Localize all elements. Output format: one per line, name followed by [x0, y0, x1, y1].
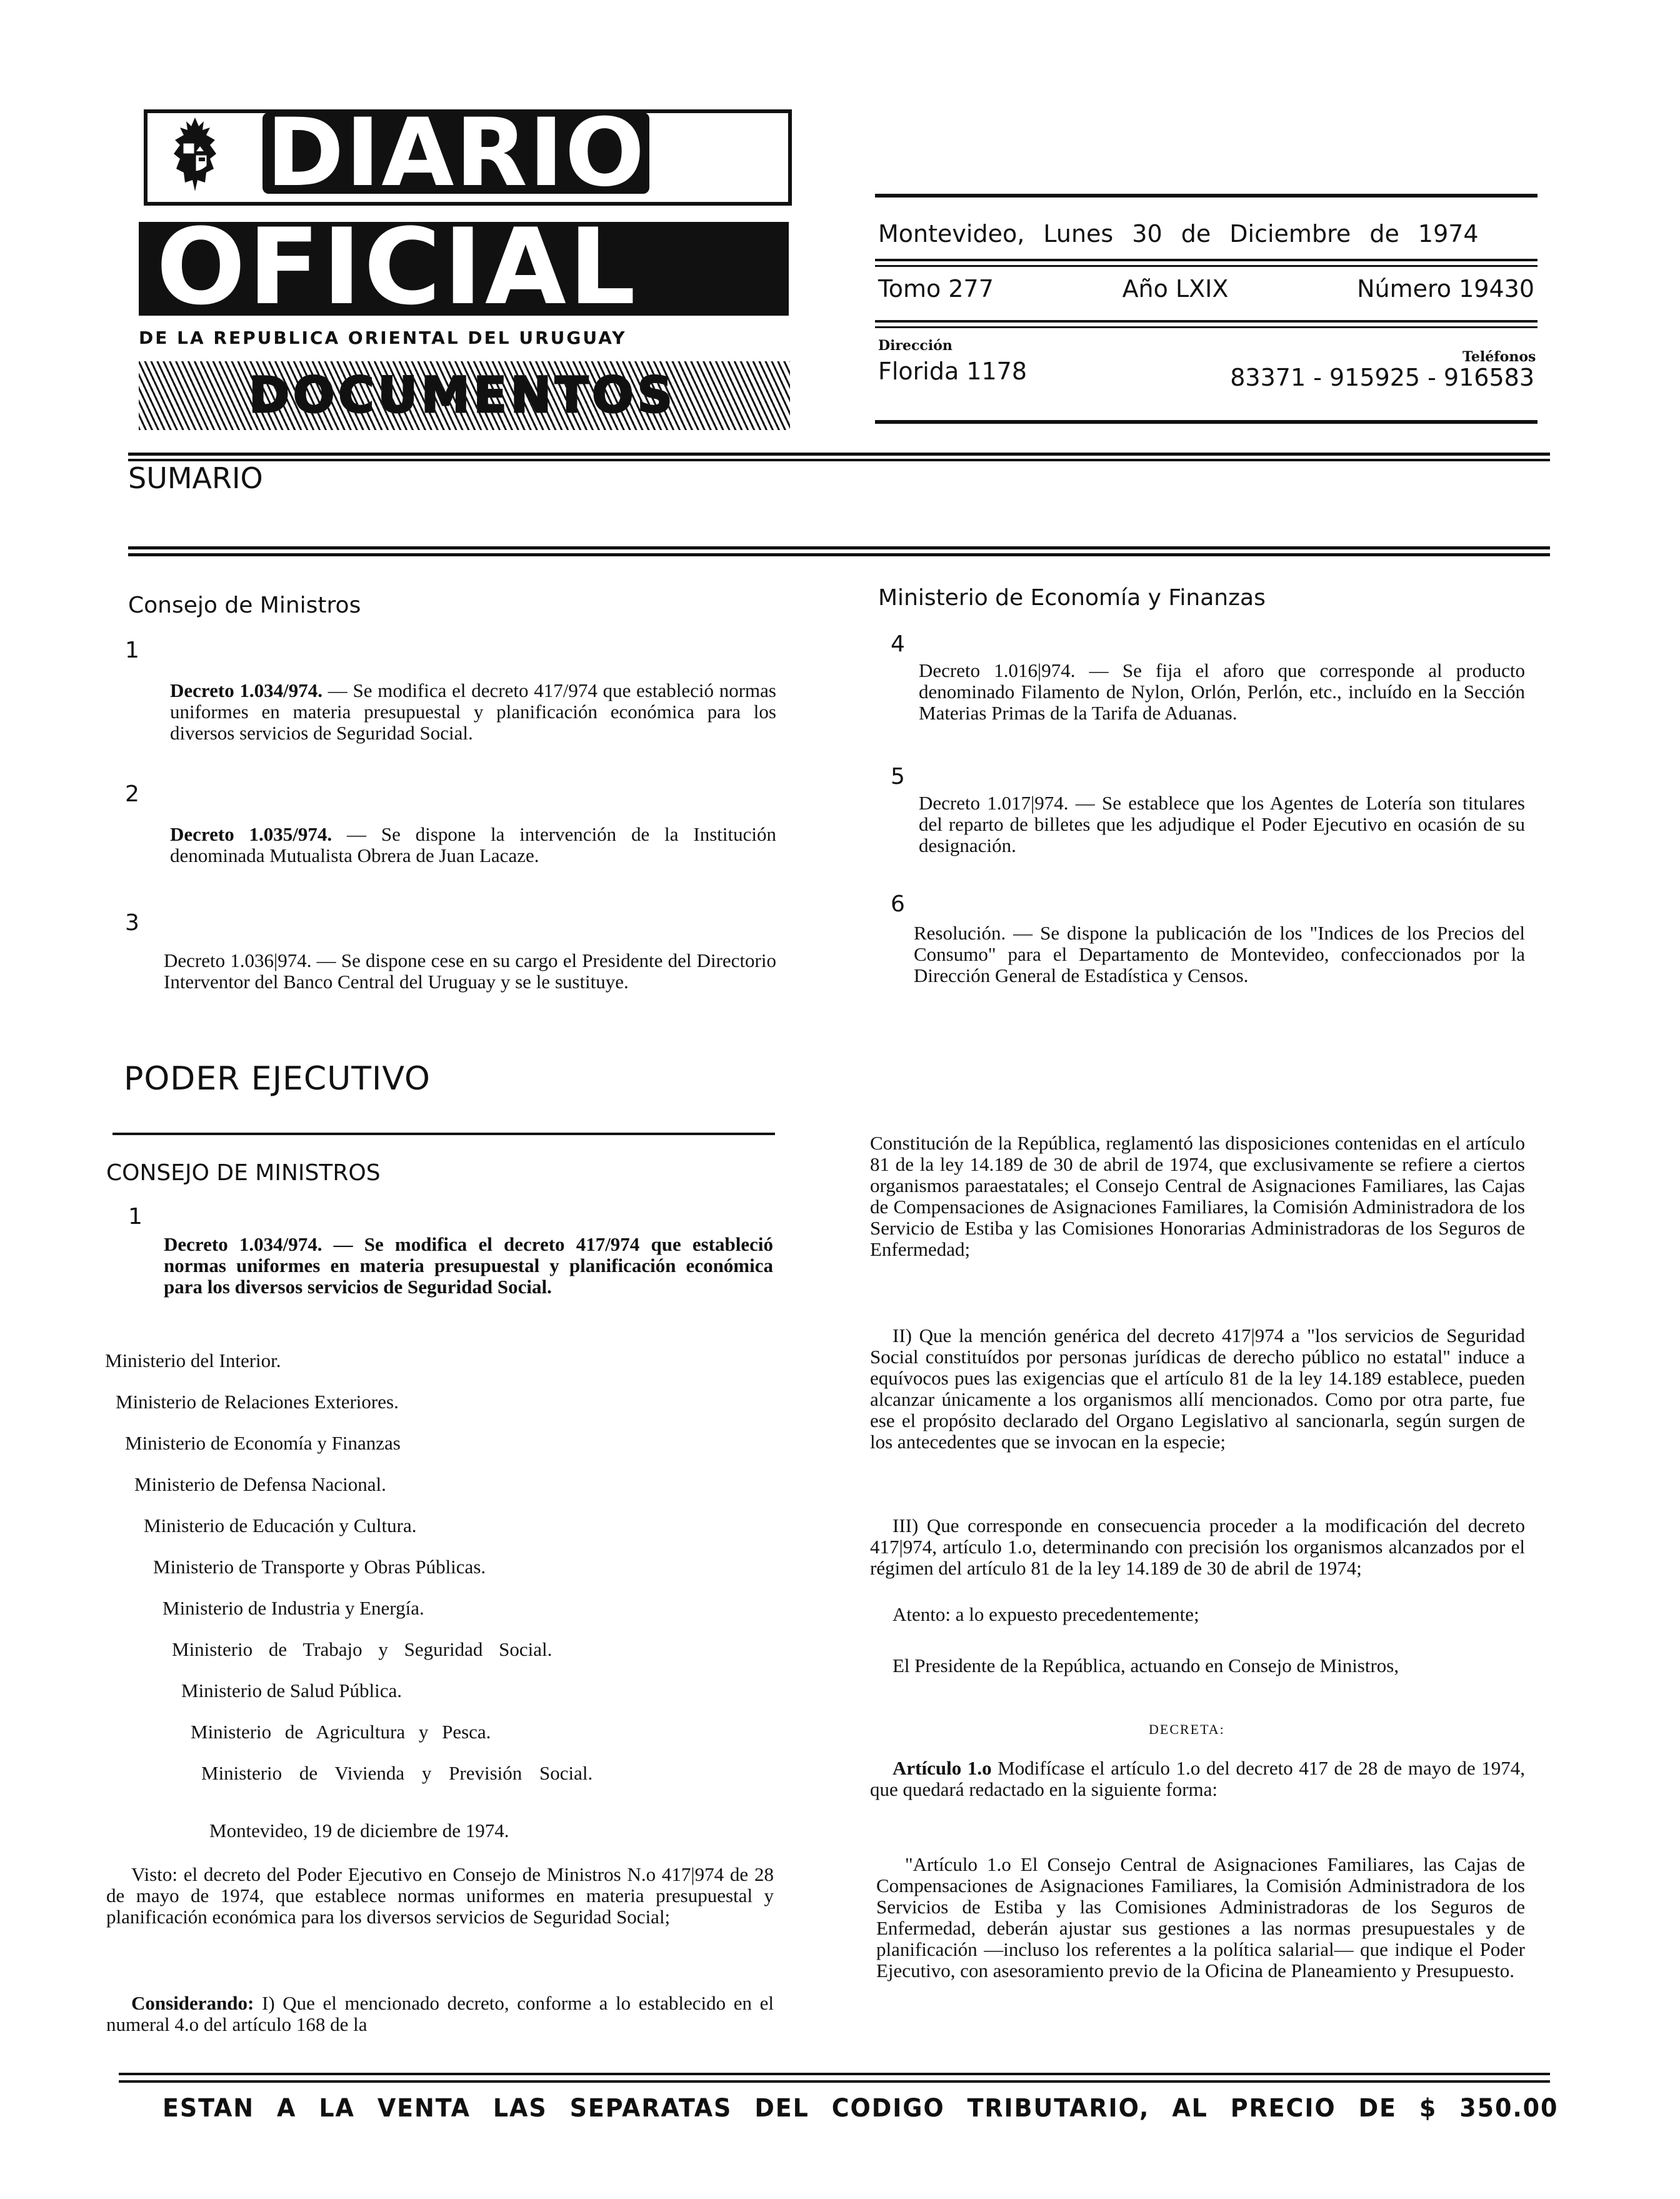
- coat-of-arms-icon: [164, 115, 226, 196]
- issue-meta: [878, 275, 1534, 303]
- divider: [119, 2080, 1550, 2083]
- dateline-text: Montevideo, Lunes 30 de Diciembre de 1974: [878, 220, 1479, 248]
- section-heading-poder-ejecutivo: PODER EJECUTIVO: [124, 1060, 431, 1098]
- presidente-paragraph: El Presidente de la República, actuando en Consejo de Ministros,: [892, 1655, 1399, 1676]
- ministry-signature: Ministerio de Agricultura y Pesca.: [191, 1721, 491, 1743]
- item-lead: Decreto 1.017|974.: [919, 792, 1069, 814]
- telefonos: 83371 - 915925 - 916583: [1230, 364, 1534, 391]
- ministry-signature: [201, 1763, 776, 1784]
- divider: [128, 459, 1550, 461]
- ministry-signature: Ministerio de Transporte y Obras Públicas.: [153, 1556, 486, 1578]
- masthead-oficial: OFICIAL: [156, 206, 638, 328]
- divider: [875, 320, 1538, 323]
- considerando-label: Considerando:: [131, 1992, 254, 2014]
- articulo-1-quote: "Artículo 1.o El Consejo Central de Asignaciones Familiares, las Cajas de Compensaciones de Asignaciones Familiares, la Comisión Administradora de los Servicios de Estiba y las Comisiones Administradoras de los Seguros de Enfermedad, deberán ajustar sus gestiones a las normas presupuestales y de planificación —incluso los referentes a la política salarial— que indique el Poder Ejecutivo, con asesoramiento previo de la Oficina de Planeamiento y Presupuesto.: [876, 1853, 1525, 1981]
- divider: [875, 194, 1538, 198]
- sumario-group-right: Ministerio de Economía y Finanzas: [878, 585, 1266, 611]
- sumario-item-2[interactable]: [170, 824, 776, 866]
- ministry-signature: Ministerio de Industria y Energía.: [162, 1597, 424, 1619]
- item-lead: Decreto 1.035/974.: [170, 823, 332, 845]
- divider: [128, 553, 1550, 556]
- sumario-item-6[interactable]: [914, 923, 1525, 986]
- ministry-signature: Ministerio de Educación y Cultura.: [144, 1515, 417, 1536]
- divider: [875, 326, 1538, 328]
- considerando-paragraph: [106, 1993, 774, 2035]
- item-text: — Se fija el aforo que corresponde al producto denominado Filamento de Nylon, Orlón, Perlón, etc., incluído en la Sección Materias Primas de la Tarifa de Aduanas.: [919, 659, 1526, 724]
- masthead-diario: [262, 99, 775, 208]
- articulo-1-label: Artículo 1.o: [892, 1757, 992, 1779]
- tomo: Tomo 277: [878, 275, 994, 303]
- masthead-diario-text: DIARIO: [262, 113, 649, 194]
- item-number: 6: [891, 891, 905, 917]
- decreta-heading: DECRETA:: [1149, 1721, 1225, 1737]
- footer-notice: ESTAN A LA VENTA LAS SEPARATAS DEL CODIGO TRIBUTARIO, AL PRECIO DE $ 350.00: [162, 2094, 1559, 2123]
- item-lead: Decreto 1.016|974.: [919, 659, 1076, 681]
- item-text: — Se dispone la intervención de la Institución denominada Mutualista Obrera de Juan Lacaze.: [170, 823, 776, 866]
- item-number: 1: [128, 1204, 142, 1230]
- sumario-group-left: Consejo de Ministros: [128, 593, 361, 618]
- divider: [128, 546, 1550, 549]
- ministry-signature: Ministerio de Economía y Finanzas: [125, 1432, 401, 1454]
- item-number: 2: [125, 781, 139, 807]
- ministry-text: Ministerio de Vivienda y Previsión Social.: [201, 1762, 593, 1784]
- anio: Año LXIX: [1122, 275, 1229, 303]
- documentos-label: DOCUMENTOS: [249, 368, 676, 424]
- articulo-1: [870, 1758, 1525, 1800]
- visto-label: Visto:: [131, 1863, 178, 1885]
- ministry-signature: Ministerio de Defensa Nacional.: [134, 1473, 386, 1495]
- item-lead: Decreto 1.036|974.: [164, 949, 312, 971]
- item-lead: Resolución.: [914, 922, 1006, 944]
- item-number: 1: [125, 638, 139, 663]
- issue-dateline: [878, 220, 1534, 248]
- considerando-2: II) Que la mención genérica del decreto 417|974 a "los servicios de Seguridad Social constituídos por personas jurídicas de derecho público no estatal" induce a equívocos pues las exigencias que el artículo 81 de la ley 14.189 establece, pueden alcanzar únicamente a los organismos allí mencionados. Como por otra parte, fue ese el propósito declarado del Organo Legislativo al sancionarla, según surgen de los antecedentes que se invocan en la especie;: [870, 1325, 1525, 1453]
- item-text: — Se dispone cese en su cargo el Presidente del Directorio Interventor del Banco Central del Uruguay y se le sustituye.: [164, 949, 776, 993]
- divider: [112, 1133, 775, 1135]
- atento: Atento: a lo expuesto precedentemente;: [892, 1603, 1199, 1625]
- item-lead: Decreto 1.034/974.: [170, 679, 323, 701]
- documentos-banner-text: [188, 369, 738, 423]
- item-text: — Se dispone la publicación de los "Indices de los Precios del Consumo" para el Departamento de Montevideo, confeccionados por la Dirección General de Estadística y Censos.: [914, 922, 1525, 986]
- numero: Número 19430: [1357, 275, 1534, 303]
- constitucion-paragraph: Constitución de la República, reglamentó las disposiciones contenidas en el artículo 81 de la ley 14.189 de 30 de abril de 1974, que exclusivamente se refiere a ciertos organismos paraestatales; el Consejo Central de Asignaciones Familiares, las Cajas de Compensaciones de Asignaciones Familiares, la Comisión Administradora de los Servicio de Estiba y las Comisiones Honorarias Administradoras de los Seguros de Enfermedad;: [870, 1132, 1525, 1260]
- subsection-consejo-de-ministros: CONSEJO DE MINISTROS: [106, 1160, 381, 1186]
- ministry-signature: Ministerio del Interior.: [105, 1350, 281, 1371]
- ministry-signature: Ministerio de Trabajo y Seguridad Social.: [172, 1638, 552, 1660]
- sumario-item-4[interactable]: [919, 660, 1525, 724]
- articulo-1-text: Modifícase el artículo 1.o del decreto 417 de 28 de mayo de 1974, que quedará redactado en la siguiente forma:: [870, 1757, 1525, 1800]
- considerando-text: I) Que el mencionado decreto, conforme a lo establecido en el numeral 4.o del artículo 168 de la: [106, 1992, 774, 2035]
- item-text: — Se modifica el decreto 417/974 que estableció normas uniformes en materia presupuestal y planificación económica para los diversos servicios de Seguridad Social.: [170, 679, 776, 744]
- divider: [875, 420, 1538, 424]
- visto-text: el decreto del Poder Ejecutivo en Consejo de Ministros N.o 417|974 de 28 de mayo de 1974, que establece normas uniformes en materia presupuestal y planificación económica para los diversos servicios de Seguridad Social;: [106, 1863, 774, 1928]
- item-number: 3: [125, 910, 139, 936]
- direccion-label: Dirección: [878, 338, 952, 354]
- masthead-subtitle: DE LA REPUBLICA ORIENTAL DEL URUGUAY: [139, 328, 627, 348]
- decree-title: Decreto 1.034/974. — Se modifica el decreto 417/974 que estableció normas uniformes en materia presupuestal y planificación económica para los diversos servicios de Seguridad Social.: [164, 1233, 773, 1298]
- ministry-signature: Ministerio de Salud Pública.: [181, 1680, 402, 1701]
- divider: [875, 265, 1538, 267]
- telefonos-label: Teléfonos: [1462, 349, 1536, 365]
- item-number: 4: [891, 631, 905, 657]
- place-date: Montevideo, 19 de diciembre de 1974.: [209, 1820, 509, 1841]
- sumario-item-1[interactable]: [170, 680, 776, 744]
- sumario-heading: SUMARIO: [128, 461, 263, 495]
- item-number: 5: [891, 764, 905, 789]
- sumario-item-3[interactable]: [164, 950, 776, 993]
- ministry-signature: Ministerio de Relaciones Exteriores.: [116, 1391, 399, 1413]
- visto-paragraph: [106, 1864, 774, 1928]
- considerando-3: III) Que corresponde en consecuencia proceder a la modificación del decreto 417|974, artículo 1.o, determinando con precisión los organismos alcanzados por el régimen del artículo 81 de la ley 14.189 de 30 de abril de 1974;: [870, 1515, 1525, 1579]
- item-text: — Se establece que los Agentes de Lotería son titulares del reparto de billetes que les adjudique el Poder Ejecutivo en ocasión de su designación.: [919, 792, 1525, 856]
- divider: [875, 259, 1538, 261]
- sumario-item-5[interactable]: [919, 793, 1525, 856]
- divider: [128, 453, 1550, 456]
- direccion: Florida 1178: [878, 358, 1028, 385]
- divider: [119, 2073, 1550, 2075]
